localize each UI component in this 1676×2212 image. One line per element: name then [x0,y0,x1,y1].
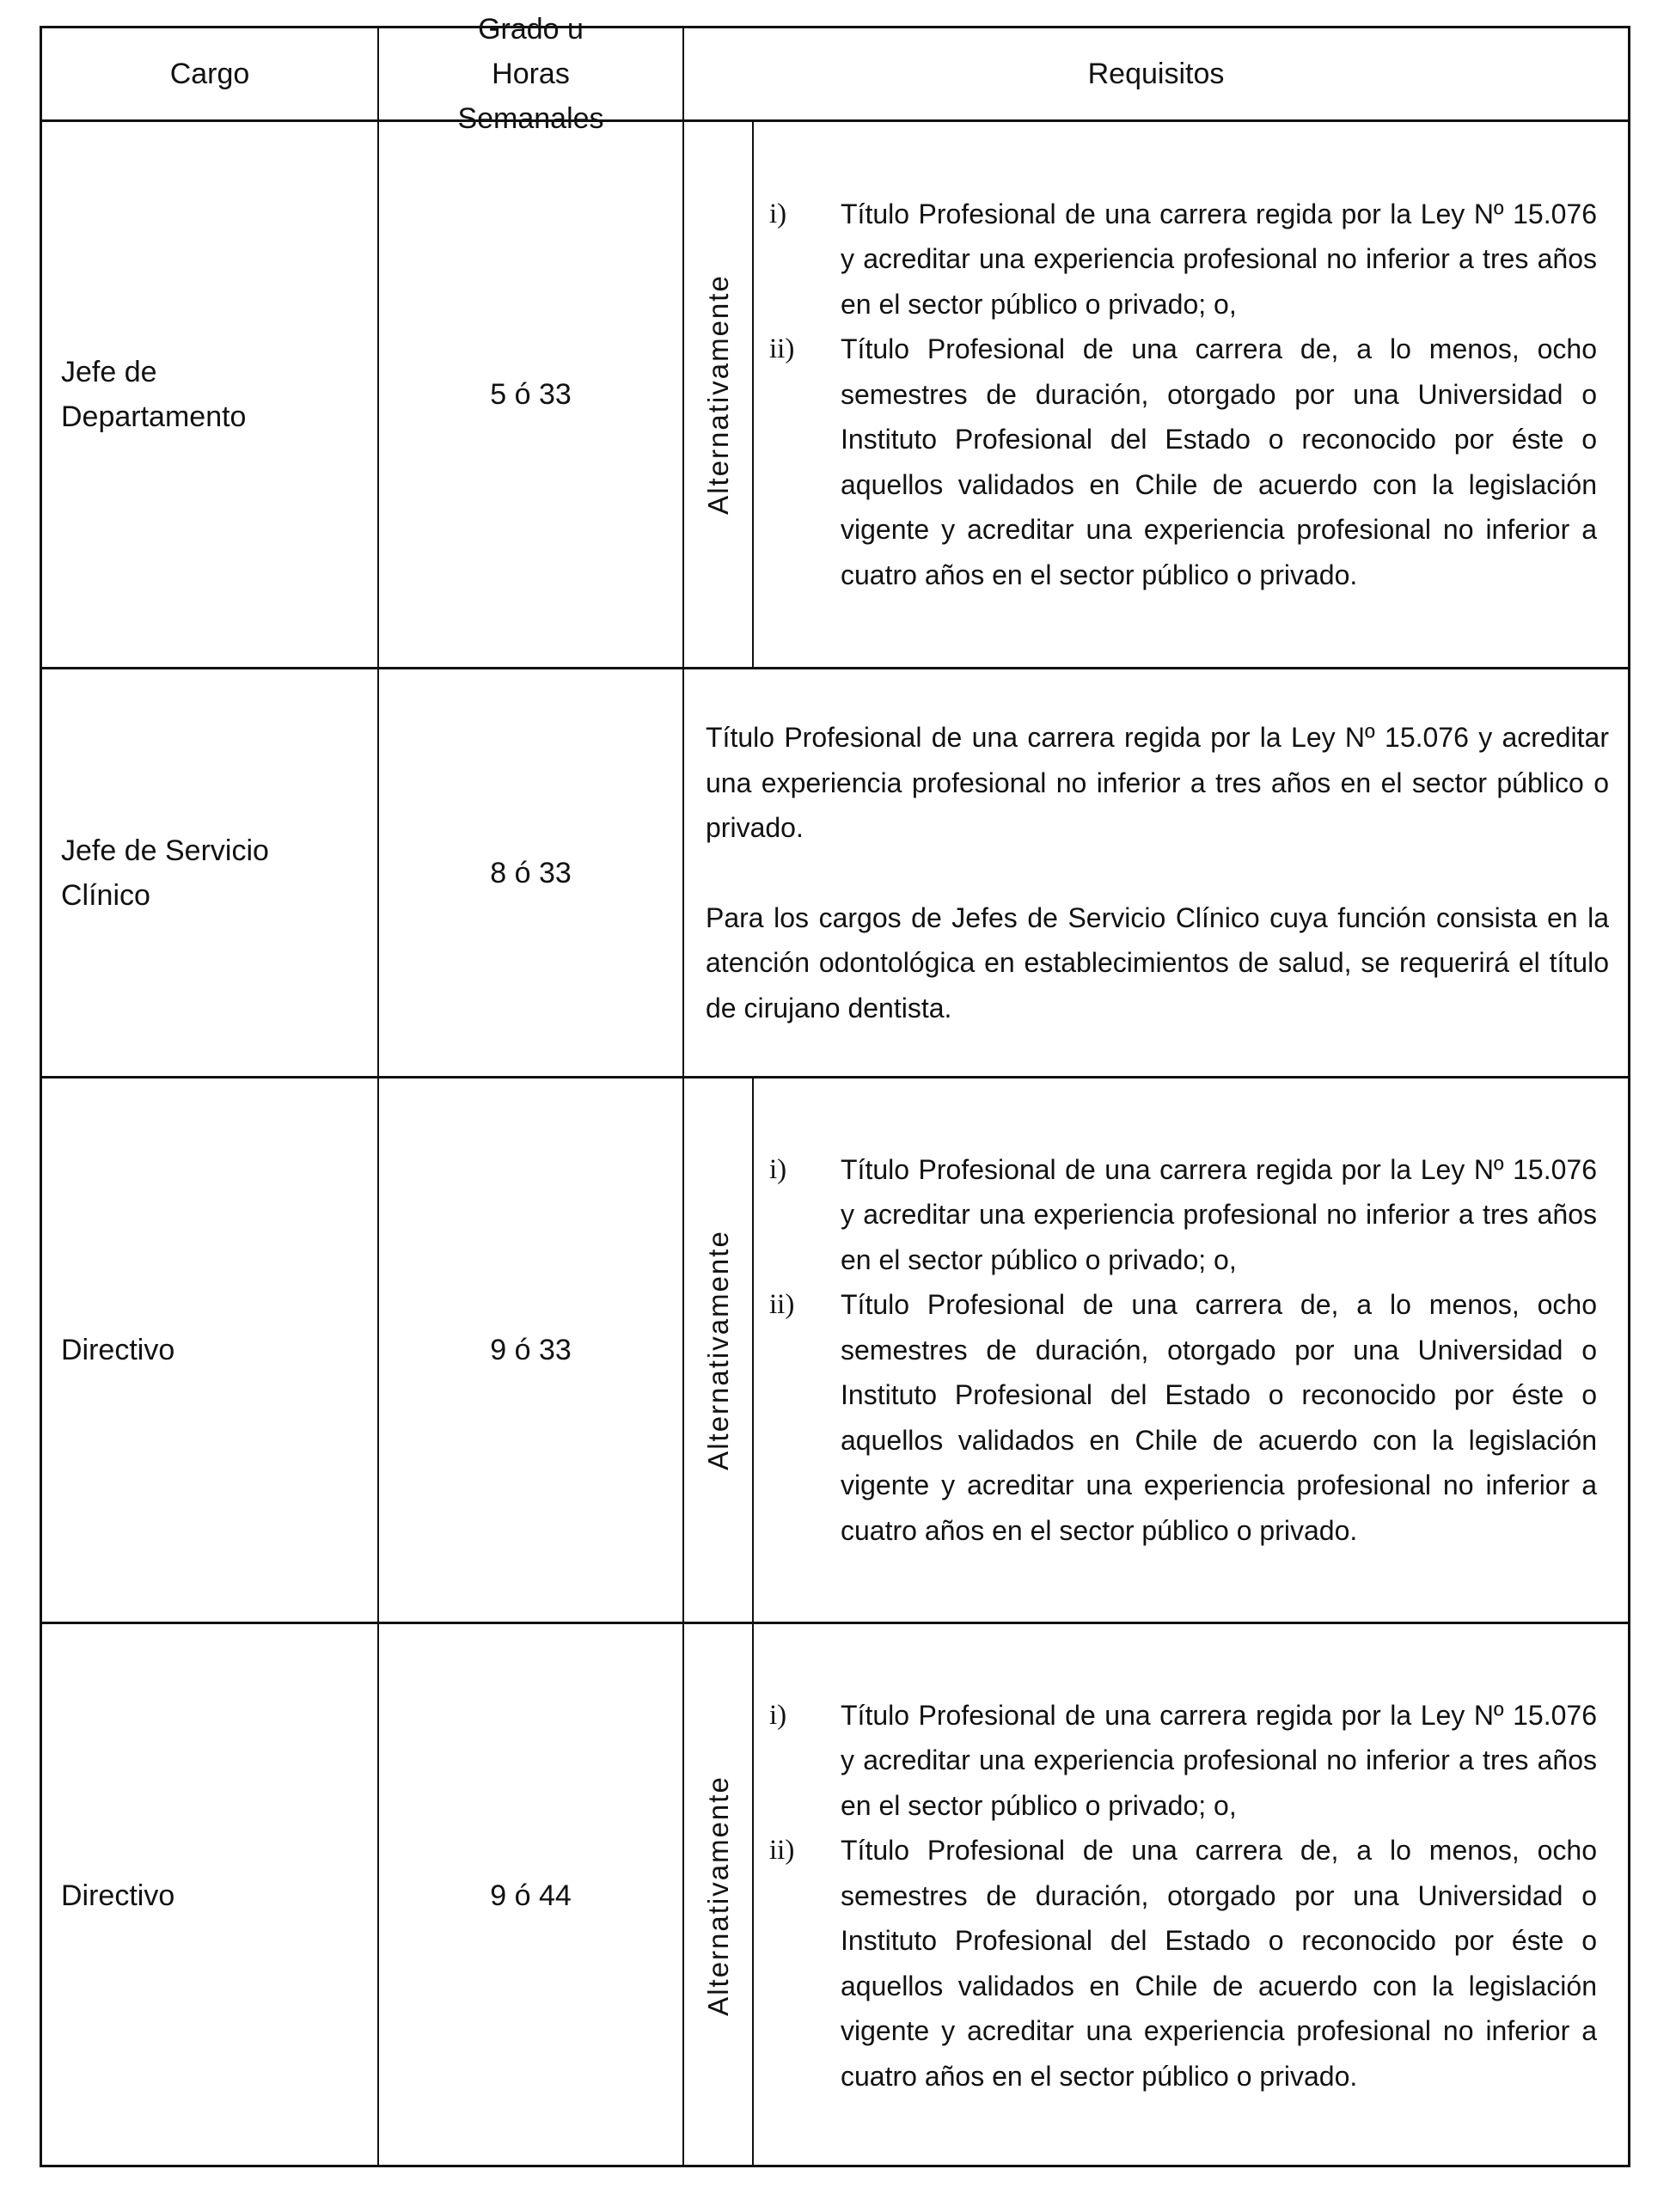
requisitos-list [752,1624,1628,2167]
item-number: i) [769,198,787,229]
header-requisitos: Requisitos [1087,57,1225,90]
table-header [42,13,1628,135]
item-number: i) [769,1699,787,1731]
header-cargo: Cargo [42,28,379,119]
item-number: ii) [769,333,795,365]
alternativamente-label [684,1624,754,2167]
item-number: ii) [769,1835,795,1867]
grado-cell: 9 ó 33 [379,1079,684,1622]
list-item [769,1147,1597,1283]
paragraph: Para los cargos de Jefes de Servicio Clínico cuya función consista en la atención odontológica en establecimientos de salud, se requerirá el título de cirujano dentista. [706,901,1609,1024]
grado-cell: 5 ó 33 [379,122,684,667]
requisitos-text [706,669,1609,1076]
alternativamente-label [684,1079,754,1622]
table-row [42,122,1628,669]
item-text: Título Profesional de una carrera regida por la Ley Nº 15.076 y acreditar una experiencia profesional no inferior a tres años en el sector público o privado; o, [841,1153,1597,1275]
alternativamente-label [684,122,754,667]
list-item [769,1282,1597,1553]
requisitos-list [752,122,1628,667]
alt-text: Alternativamente [701,274,734,515]
item-text: Título Profesional de una carrera regida por la Ley Nº 15.076 y acreditar una experiencia profesional no inferior a tres años en el sector público o privado; o, [841,198,1597,320]
list-item [769,327,1597,597]
grado-cell: 8 ó 33 [379,669,684,1076]
item-text: Título Profesional de una carrera de, a lo menos, ocho semestres de duración, otorgado por una Universidad o Instituto Profesional del Estado o reconocido por éste o aquellos validados en Chile de acuerdo con la legislación vigente y acreditar una experiencia profesional no inferior a cuatro años en el sector público o privado. [841,1289,1597,1546]
header-grado [379,13,684,135]
table-row [42,1079,1628,1624]
cargo-text: Jefe de Departamento [61,356,247,433]
cargo-cell: Directivo [42,1624,379,2167]
list-item [769,1828,1597,2099]
paragraph: Título Profesional de una carrera regida por la Ley Nº 15.076 y acreditar una experiencia profesional no inferior a tres años en el sector público o privado. [706,722,1609,843]
item-text: Título Profesional de una carrera regida por la Ley Nº 15.076 y acreditar una experiencia profesional no inferior a tres años en el sector público o privado; o, [841,1699,1597,1821]
alt-text: Alternativamente [701,1230,734,1470]
item-text: Título Profesional de una carrera de, a lo menos, ocho semestres de duración, otorgado por una Universidad o Instituto Profesional del Estado o reconocido por éste o aquellos validados en Chile de acuerdo con la legislación vigente y acreditar una experiencia profesional no inferior a cuatro años en el sector público o privado. [841,333,1597,590]
header-grado-text: Grado u Horas Semanales [457,13,604,135]
item-number: i) [769,1153,787,1185]
requisitos-list [752,1079,1628,1622]
cargo-cell: Directivo [42,1079,379,1622]
table-row [42,669,1628,1079]
cargo-cell [42,122,379,667]
requirements-table [40,13,1630,2167]
table-row [42,1624,1628,2167]
item-text: Título Profesional de una carrera de, a lo menos, ocho semestres de duración, otorgado por una Universidad o Instituto Profesional del Estado o reconocido por éste o aquellos validados en Chile de acuerdo con la legislación vigente y acreditar una experiencia profesional no inferior a cuatro años en el sector público o privado. [841,1835,1597,2092]
item-number: ii) [769,1289,795,1321]
grado-cell: 9 ó 44 [379,1624,684,2167]
cargo-cell [42,669,379,1076]
list-item [769,192,1597,327]
cargo-text: Jefe de Servicio Clínico [61,834,269,912]
list-item [769,1693,1597,1829]
alt-text: Alternativamente [701,1775,734,2016]
